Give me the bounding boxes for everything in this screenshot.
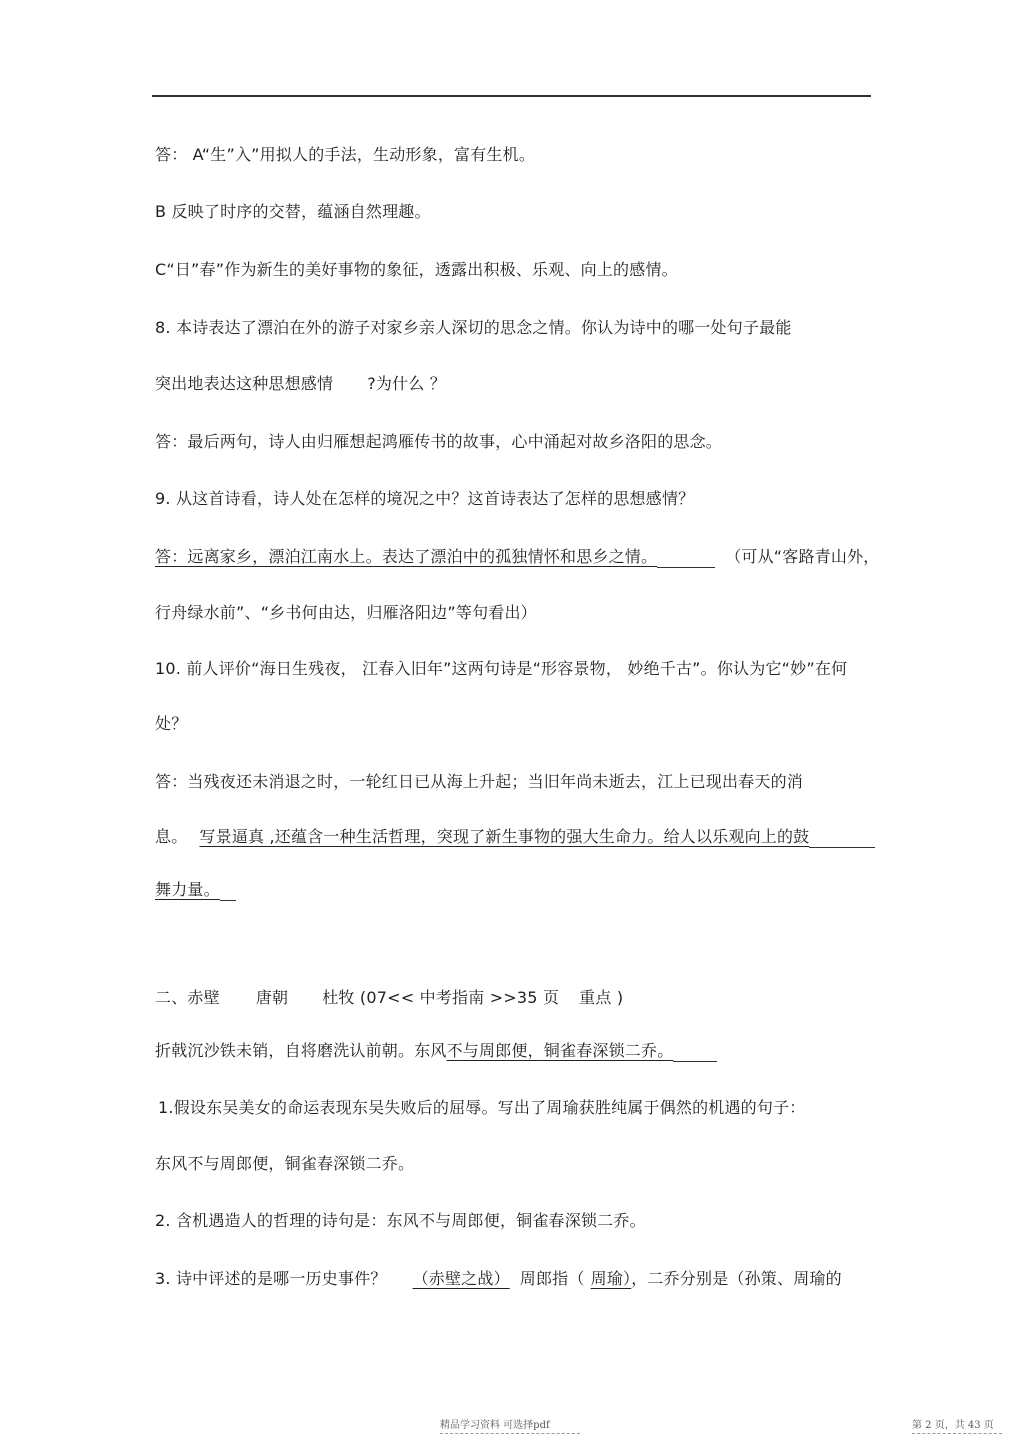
answer-zhouyu: 周瑜） — [590, 1269, 632, 1288]
answer-10-cont — [155, 826, 875, 848]
poem-dynasty: 唐朝 — [255, 988, 289, 1007]
page-number-text: 第 2 页，共 43 页 — [912, 1420, 994, 1431]
poem-author: 杜牧 (07<< 中考指南 >>35 页 — [322, 988, 560, 1007]
answer-9-note: （可从“客路青山外， — [725, 547, 880, 566]
answer-9-cont: 行舟绿水前”、“乡书何由达，归雁洛阳边”等句看出） — [155, 603, 537, 622]
section-2-heading — [155, 987, 623, 1009]
question-s2-3-text: 3. 诗中评述的是哪一历史事件？ — [155, 1269, 387, 1288]
answer-battle: （赤壁之战） — [412, 1269, 510, 1288]
footer-left-dash — [440, 1433, 580, 1434]
fill-blank — [673, 1043, 717, 1062]
poem-text-underlined: 不与周郎便，铜雀春深锁二乔。 — [446, 1041, 674, 1060]
question-s2-1: 1.假设东吴美女的命运表现东吴失败后的屈辱。写出了周瑜获胜纯属于偶然的机遇的句子： — [158, 1098, 806, 1117]
poem-priority: 重点 ) — [579, 988, 624, 1007]
footer-right-dash — [912, 1433, 1002, 1434]
erqiao-text: ，二乔分别是（孙策、周瑜的 — [631, 1269, 842, 1288]
answer-line-b: B 反映了时序的交替，蕴涵自然理趣。 — [155, 202, 431, 221]
poem-text — [155, 1040, 717, 1062]
question-8-cont — [155, 373, 446, 395]
question-8-why: ?为什么 ？ — [367, 374, 446, 393]
top-rule — [152, 95, 871, 97]
footer-watermark — [440, 1416, 580, 1434]
footer-left-text: 精品学习资料 可选择pdf — [440, 1420, 550, 1431]
question-8: 8. 本诗表达了漂泊在外的游子对家乡亲人深切的思念之情。你认为诗中的哪一处句子最能 — [155, 318, 792, 337]
question-10: 10. 前人评价“海日生残夜， 江春入旧年”这两句诗是“形容景物， 妙绝千古”。你认为它“妙”在何 — [155, 659, 848, 678]
fill-blank — [809, 829, 875, 848]
question-10-cont: 处？ — [155, 714, 188, 733]
question-8-text: 突出地表达这种思想感情 — [155, 374, 334, 393]
fill-blank — [220, 882, 236, 901]
answer-10-end-text: 舞力量。 — [155, 880, 220, 899]
answer-10: 答：当残夜还未消退之时，一轮红日已从海上升起；当旧年尚未逝去，江上已现出春天的消 — [155, 772, 804, 791]
answer-9-text: 答：远离家乡，漂泊江南水上。表达了漂泊中的孤独情怀和思乡之情。 — [155, 547, 658, 566]
answer-10-end — [155, 879, 236, 901]
answer-s2-1: 东风不与周郎便，铜雀春深锁二乔。 — [155, 1154, 415, 1173]
page-number — [912, 1416, 1002, 1434]
answer-line-c: C“日”春”作为新生的美好事物的象征，透露出积极、乐观、向上的感情。 — [155, 260, 678, 279]
answer-10-underlined: 写景逼真 ,还蕴含一种生活哲理，突现了新生事物的强大生命力。给人以乐观向上的鼓 — [199, 827, 810, 846]
answer-8: 答：最后两句，诗人由归雁想起鸿雁传书的故事，心中涌起对故乡洛阳的思念。 — [155, 432, 723, 451]
poem-text-start: 折戟沉沙铁未销，自将磨洗认前朝。东风 — [155, 1041, 447, 1060]
answer-10-start: 息。 — [155, 827, 188, 846]
answer-9 — [155, 546, 880, 568]
question-s2-2: 2. 含机遇造人的哲理的诗句是：东风不与周郎便，铜雀春深锁二乔。 — [155, 1211, 646, 1230]
answer-line-a: 答： A“生”入”用拟人的手法，生动形象，富有生机。 — [155, 145, 536, 164]
zhoulang-label: 周郎指（ — [519, 1269, 585, 1288]
question-9: 9. 从这首诗看，诗人处在怎样的境况之中？这首诗表达了怎样的思想感情？ — [155, 489, 695, 508]
poem-title: 二、赤壁 — [155, 988, 220, 1007]
fill-blank — [657, 549, 715, 568]
question-s2-3 — [155, 1268, 842, 1290]
